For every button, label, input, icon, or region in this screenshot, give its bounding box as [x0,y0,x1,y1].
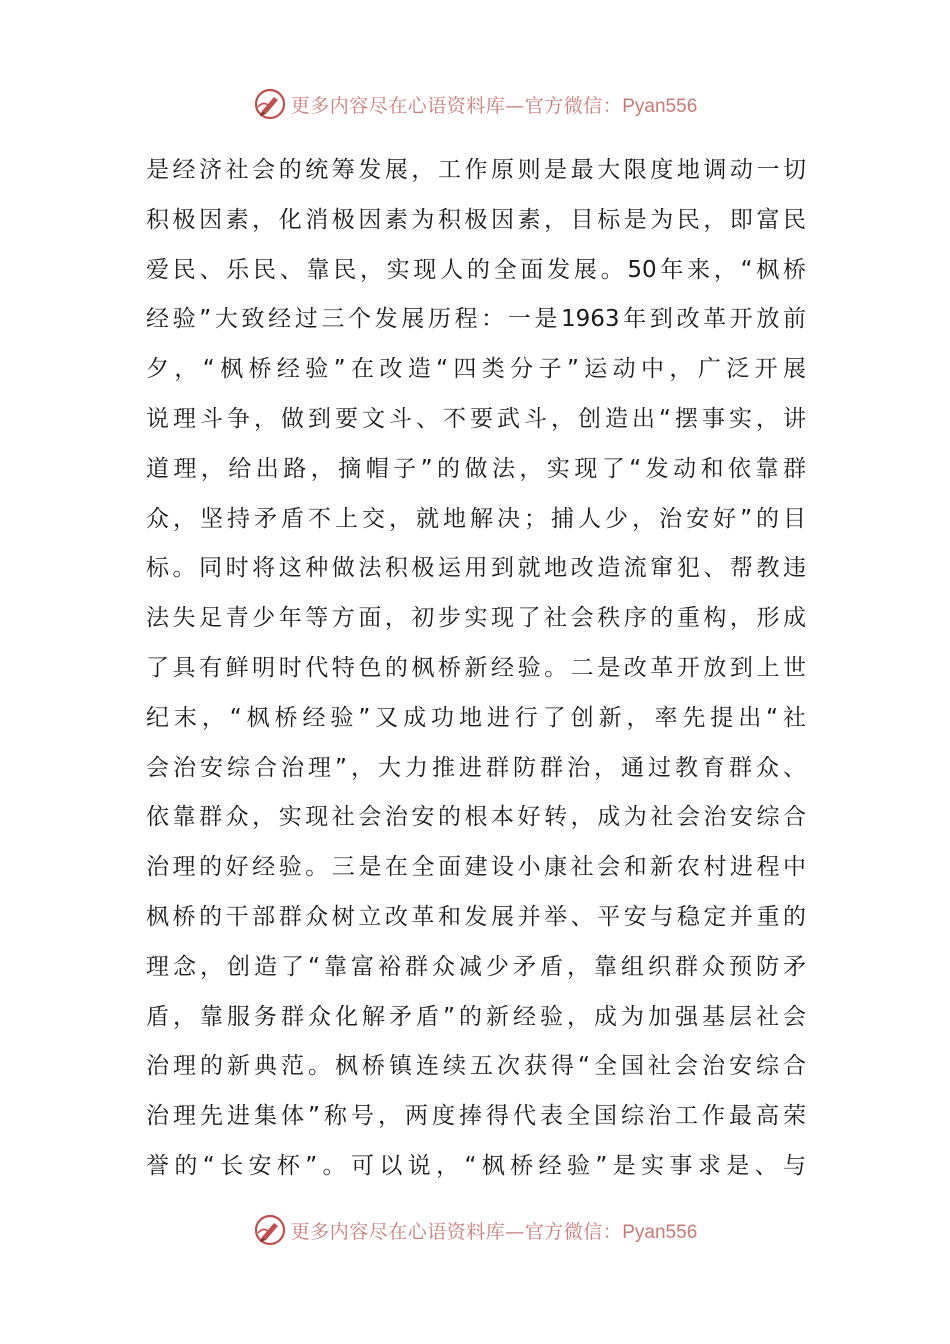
text-line: 夕，“枫桥经验”在改造“四类分子”运动中，广泛开展 [146,356,806,383]
text-line: 积极因素，化消极因素为积极因素，目标是为民，即富民 [146,206,806,233]
footer-watermark [0,1210,950,1250]
header-watermark [0,84,950,124]
watermark-text-latin: Pyan556 [622,95,698,117]
text-line: 会治安综合治理”，大力推进群防群治，通过教育群众、 [146,754,806,781]
watermark-text-cn: 更多内容尽在心语资料库—官方微信： [290,1220,623,1243]
text-line: 法失足青少年等方面，初步实现了社会秩序的重构，形成 [146,605,806,632]
text-line: 誉的“长安杯”。可以说，“枫桥经验”是实事求是、与 [146,1152,806,1179]
text-line: 依靠群众，实现社会治安的根本好转，成为社会治安综合 [146,804,806,831]
text-line: 标。同时将这种做法积极运用到就地改造流窜犯、帮教违 [146,555,806,582]
text-line: 盾，靠服务群众化解矛盾”的新经验，成为加强基层社会 [146,1003,806,1030]
watermark-text [291,1217,698,1244]
watermark-text-latin: Pyan556 [622,1221,698,1243]
document-body [146,146,806,1192]
watermark-text [291,91,698,118]
text-line: 治理先进集体”称号，两度捧得代表全国综治工作最高荣 [146,1103,806,1130]
text-line: 枫桥的干部群众树立改革和发展并举、平安与稳定并重的 [146,903,806,930]
text-line: 众，坚持矛盾不上交，就地解决；捕人少，治安好”的目 [146,505,806,532]
text-line: 了具有鲜明时代特色的枫桥新经验。二是改革开放到上世 [146,654,806,681]
pen-logo-icon [253,1213,287,1247]
text-line: 经验”大致经过三个发展历程：一是1963年到改革开放前 [146,306,806,333]
text-line: 说理斗争，做到要文斗、不要武斗，创造出“摆事实，讲 [146,405,806,432]
text-line: 是经济社会的统筹发展，工作原则是最大限度地调动一切 [146,157,806,183]
pen-logo-icon [253,87,287,121]
text-line: 爱民、乐民、靠民，实现人的全面发展。50年来，“枫桥 [146,256,806,283]
text-line: 治理的新典范。枫桥镇连续五次获得“全国社会治安综合 [146,1053,806,1080]
text-line: 理念，创造了“靠富裕群众减少矛盾，靠组织群众预防矛 [146,953,806,980]
watermark-text-cn: 更多内容尽在心语资料库—官方微信： [290,94,623,117]
text-line: 纪末，“枫桥经验”又成功地进行了创新，率先提出“社 [146,704,806,731]
text-line: 道理，给出路，摘帽子”的做法，实现了“发动和依靠群 [146,455,806,482]
text-line: 治理的好经验。三是在全面建设小康社会和新农村进程中 [146,854,806,881]
